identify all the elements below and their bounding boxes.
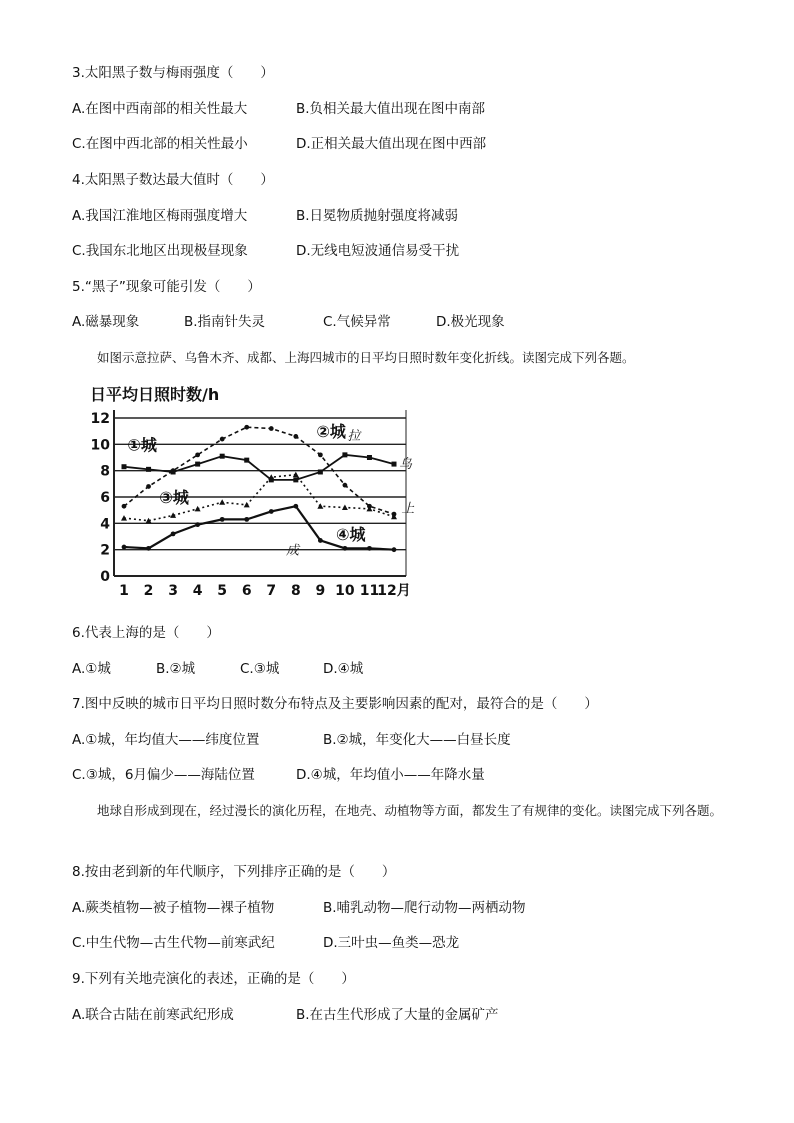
intro-sunshine: 如图示意拉萨、乌鲁木齐、成都、上海四城市的日平均日照时数年变化折线。读图完成下列各题。 — [97, 350, 635, 365]
y-tick-label: 4 — [100, 516, 110, 533]
data-point — [343, 483, 348, 488]
x-tick-label: 5 — [217, 583, 228, 599]
x-tick-label: 1 — [119, 583, 129, 599]
q7-option-a: A.①城，年均值大——纬度位置 — [72, 732, 260, 748]
data-point — [195, 452, 200, 457]
y-tick-label: 2 — [100, 542, 110, 559]
series-label-4: ④城 — [336, 524, 366, 544]
q5-option-d: D.极光现象 — [436, 314, 505, 330]
data-point — [171, 531, 176, 536]
q9-option-a: A.联合古陆在前寒武纪形成 — [72, 1007, 234, 1023]
q5-option-b: B.指南针失灵 — [184, 314, 266, 330]
data-point — [392, 462, 397, 467]
x-tick-label: 12月 — [377, 583, 411, 599]
sunshine-chart — [88, 380, 428, 605]
q8-option-a: A.蕨类植物—被子植物—裸子植物 — [72, 900, 275, 916]
data-point — [318, 452, 323, 457]
data-point — [392, 547, 397, 552]
data-point — [146, 546, 151, 551]
q4-option-a: A.我国江淮地区梅雨强度增大 — [72, 208, 248, 224]
q8-option-d: D.三叶虫—鱼类—恐龙 — [323, 935, 460, 951]
data-point — [220, 517, 225, 522]
q4-option-d: D.无线电短波通信易受干扰 — [296, 243, 460, 259]
data-point — [195, 522, 200, 527]
data-point — [367, 455, 372, 460]
chart-title: 日平均日照时数/h — [90, 385, 220, 404]
q5-option-c: C.气候异常 — [323, 314, 391, 330]
data-point — [268, 474, 274, 480]
data-point — [318, 538, 323, 543]
x-tick-label: 11 — [359, 583, 380, 599]
q4-stem: 4.太阳黑子数达最大值时（ ） — [72, 172, 274, 188]
handwritten-note: 上 — [401, 501, 415, 517]
y-tick-label: 8 — [100, 463, 110, 480]
data-point — [121, 515, 127, 521]
intro-earth-evolution: 地球自形成到现在，经过漫长的演化历程，在地壳、动植物等方面，都发生了有规律的变化。读图完成下列各题。 — [97, 803, 723, 818]
q7-option-c: C.③城，6月偏少——海陆位置 — [72, 767, 255, 783]
data-point — [318, 469, 323, 474]
x-tick-label: 9 — [315, 583, 326, 599]
y-tick-label: 12 — [90, 411, 110, 427]
data-point — [171, 468, 176, 473]
x-tick-label: 4 — [192, 583, 203, 599]
y-tick-label: 10 — [90, 437, 110, 454]
data-point — [220, 454, 225, 459]
q5-stem: 5.“黑子”现象可能引发（ ） — [72, 279, 261, 295]
q3-stem: 3.太阳黑子数与梅雨强度（ ） — [72, 65, 274, 81]
data-point — [293, 504, 298, 509]
handwritten-note: 成 — [286, 543, 300, 559]
data-point — [122, 464, 127, 469]
data-point — [244, 425, 249, 430]
y-tick-label: 0 — [100, 569, 110, 585]
data-point — [269, 509, 274, 514]
data-point — [317, 503, 323, 509]
data-point — [122, 504, 127, 509]
x-tick-label: 2 — [143, 583, 154, 599]
data-point — [244, 502, 250, 508]
handwritten-note: 乌 — [398, 456, 412, 472]
data-point — [367, 546, 372, 551]
data-point — [293, 434, 298, 439]
data-point — [293, 472, 299, 478]
q6-option-a: A.①城 — [72, 661, 111, 677]
data-point — [244, 458, 249, 463]
q3-option-d: D.正相关最大值出现在图中西部 — [296, 136, 487, 152]
q6-option-b: B.②城 — [156, 661, 196, 677]
data-point — [220, 437, 225, 442]
x-tick-label: 7 — [266, 583, 277, 599]
q3-option-b: B.负相关最大值出现在图中南部 — [296, 101, 486, 117]
data-point — [342, 505, 348, 511]
q8-stem: 8.按由老到新的年代顺序，下列排序正确的是（ ） — [72, 864, 396, 880]
q8-option-c: C.中生代物—古生代物—前寒武纪 — [72, 935, 275, 951]
x-tick-label: 10 — [335, 583, 355, 599]
data-point — [122, 545, 127, 550]
series-label-3: ③城 — [159, 488, 189, 507]
x-tick-label: 6 — [241, 583, 252, 599]
q9-option-b: B.在古生代形成了大量的金属矿产 — [296, 1007, 499, 1023]
q4-option-b: B.日冕物质抛射强度将减弱 — [296, 208, 459, 224]
series-label-1: ①城 — [127, 435, 157, 455]
x-tick-label: 8 — [290, 583, 301, 599]
data-point — [244, 517, 249, 522]
data-point — [342, 452, 347, 457]
handwritten-note: 拉 — [347, 429, 361, 445]
q9-stem: 9.下列有关地壳演化的表述，正确的是（ ） — [72, 971, 355, 987]
data-point — [219, 499, 225, 505]
q5-option-a: A.磁暴现象 — [72, 314, 140, 330]
q6-option-c: C.③城 — [240, 661, 280, 677]
q3-option-c: C.在图中西北部的相关性最小 — [72, 136, 248, 152]
data-point — [343, 546, 348, 551]
q3-option-a: A.在图中西南部的相关性最大 — [72, 101, 248, 117]
q8-option-b: B.哺乳动物—爬行动物—两栖动物 — [323, 900, 526, 916]
q7-option-d: D.④城，年均值小——年降水量 — [296, 767, 485, 783]
data-point — [146, 484, 151, 489]
q7-option-b: B.②城，年变化大——白昼长度 — [323, 732, 511, 748]
q4-option-c: C.我国东北地区出现极昼现象 — [72, 243, 248, 259]
y-tick-label: 6 — [100, 490, 110, 506]
data-point — [195, 462, 200, 467]
q6-option-d: D.④城 — [323, 661, 364, 677]
data-point — [195, 506, 201, 512]
q7-stem: 7.图中反映的城市日平均日照时数分布特点及主要影响因素的配对，最符合的是（ ） — [72, 696, 598, 712]
q6-stem: 6.代表上海的是（ ） — [72, 625, 220, 641]
x-tick-label: 3 — [168, 583, 178, 599]
series-label-2: ②城 — [316, 422, 346, 442]
data-point — [269, 426, 274, 431]
data-point — [146, 467, 151, 472]
